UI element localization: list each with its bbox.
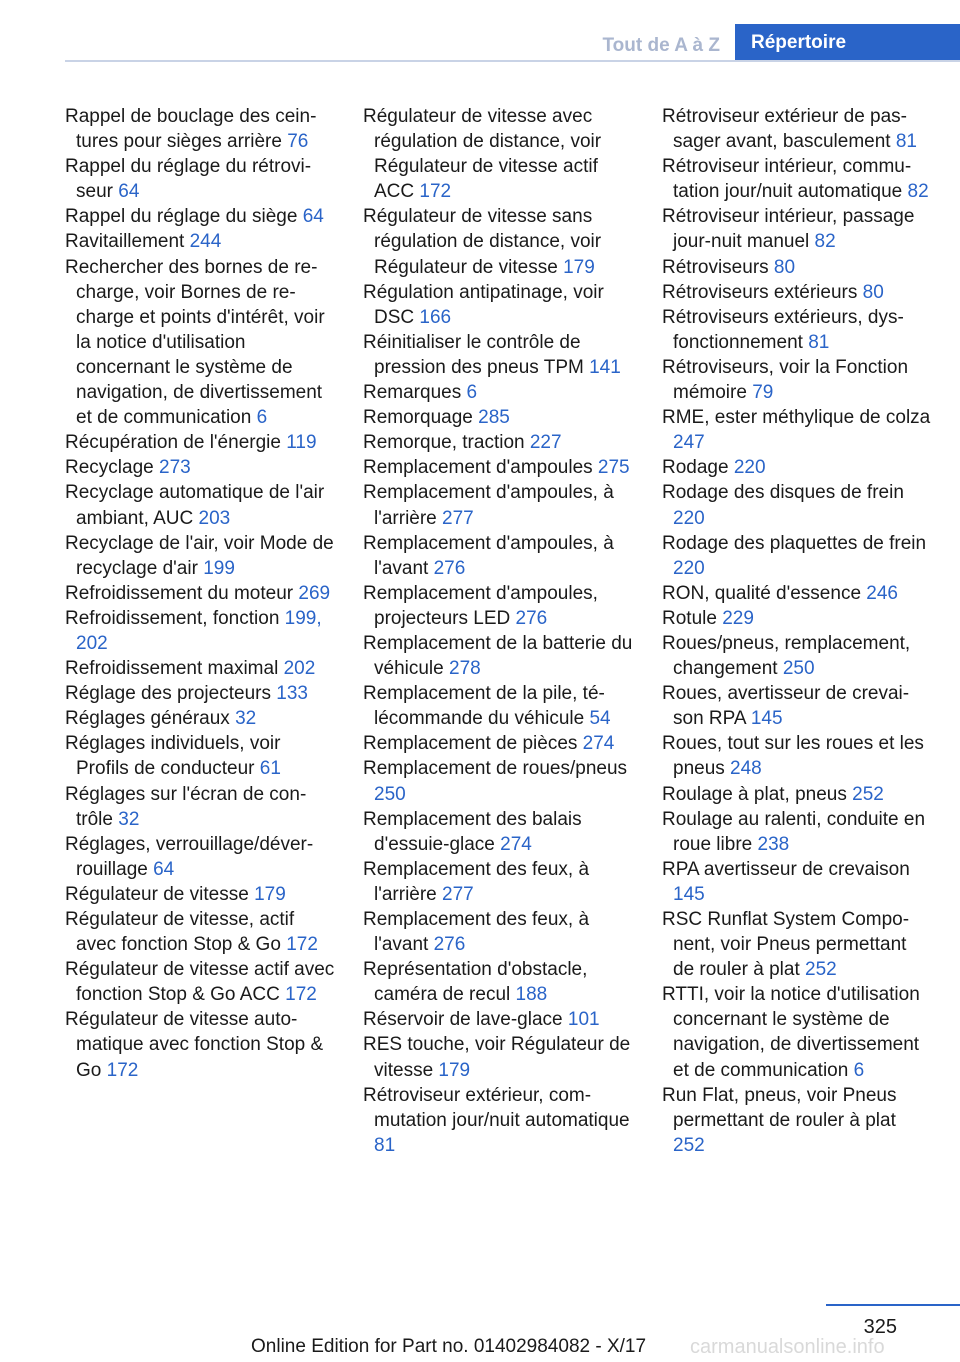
index-term: Rotule	[662, 607, 723, 629]
index-term: Remplacement de la pile, télécommande du véhicule	[363, 683, 605, 730]
index-term: Rappel du réglage du siège	[65, 206, 303, 228]
index-term: Réglages sur l'écran de contrôle	[65, 783, 307, 830]
page-reference-link[interactable]: 220	[673, 507, 705, 529]
page-reference-link[interactable]: 244	[189, 231, 222, 253]
page-reference-link[interactable]: 276	[433, 934, 466, 956]
page-reference-link[interactable]: 32	[118, 808, 140, 830]
index-term: Régulation antipatinage, voir DSC	[363, 281, 604, 328]
index-term: Rétroviseur intérieur, commutation jour/nuit automatique	[662, 156, 912, 203]
index-entry	[363, 581, 633, 631]
index-term: RTTI, voir la notice d'utilisation concernant le système de navigation, de divertissement et de communication	[662, 984, 920, 1081]
index-term: RPA avertisseur de crevaison	[662, 858, 910, 880]
page-reference-link[interactable]: 275	[597, 457, 630, 479]
index-term: RME, ester méthylique de colza	[662, 407, 931, 429]
edition-note: Online Edition for Part no. 01402984082 - X/17	[251, 1336, 647, 1357]
index-term: Roues/pneus, remplacement, changement	[662, 632, 911, 680]
page-reference-link[interactable]: 277	[442, 883, 474, 905]
index-entry	[363, 330, 633, 380]
index-term: Remplacement des feux, à l'avant	[363, 909, 590, 956]
index-term: Régulateur de vitesse	[65, 883, 255, 905]
index-term: Récupération de l'énergie	[65, 432, 287, 454]
index-term: Remorquage	[363, 407, 479, 429]
index-entry	[363, 756, 633, 806]
index-term: Remplacement d'ampoules, à l'avant	[363, 532, 614, 579]
index-term: Remorque, traction	[363, 432, 530, 454]
page-reference-link[interactable]: 274	[500, 833, 532, 855]
page-reference-link[interactable]: 54	[589, 708, 611, 730]
index-term: Régulateur de vitesse avec régulation de distance, voir Régulateur de vitesse actif ACC	[363, 106, 602, 203]
page-reference-link[interactable]: 179	[563, 256, 595, 278]
index-entry	[662, 280, 932, 305]
index-entry	[65, 731, 335, 781]
index-term: Roues, avertisseur de crevaison RPA	[662, 683, 910, 730]
index-term: Rodage	[662, 457, 734, 479]
index-entry	[363, 204, 633, 279]
index-term: Rétroviseur extérieur de passager avant, basculement	[662, 106, 907, 153]
index-entry	[363, 455, 633, 480]
page-reference-link[interactable]: 276	[515, 607, 548, 629]
index-entry	[65, 430, 335, 455]
page-reference-link[interactable]: 250	[374, 783, 406, 805]
page-reference-link[interactable]: 32	[235, 708, 257, 730]
index-entry	[65, 957, 335, 1007]
index-entry	[65, 229, 335, 254]
page-reference-link[interactable]: 79	[752, 382, 774, 404]
index-term: Remplacement des feux, à l'arrière	[363, 858, 590, 905]
index-entry	[662, 204, 932, 254]
index-entry	[65, 204, 335, 229]
index-entry	[662, 154, 932, 204]
index-entry	[662, 531, 932, 581]
index-entry	[65, 531, 335, 581]
page-reference-link[interactable]: 203	[198, 507, 231, 529]
index-entry	[363, 104, 633, 204]
page-reference-link[interactable]: 101	[567, 1009, 600, 1031]
index-entry	[662, 1083, 932, 1158]
index-term: Réinitialiser le contrôle de pression des pneus TPM	[363, 331, 590, 378]
page-reference-link[interactable]: 119	[286, 432, 317, 454]
index-column-3	[662, 104, 932, 1158]
page-reference-link[interactable]: 133	[276, 683, 308, 705]
index-entry	[662, 355, 932, 405]
index-term: Rétroviseurs, voir la Fonction mémoire	[662, 356, 909, 404]
index-entry	[65, 581, 335, 606]
page-reference-link[interactable]: 252	[805, 959, 837, 981]
index-entry	[662, 606, 932, 631]
page-reference-link[interactable]: 6	[256, 407, 268, 429]
index-entry	[662, 480, 932, 530]
index-entry	[662, 104, 932, 154]
index-term: Rétroviseur extérieur, commutation jour/nuit automatique	[363, 1084, 630, 1131]
index-term: Rechercher des bornes de recharge, voir Bornes de recharge et points d'intérêt, voir la notice d'utilisation concernant le système de navigation, de divertissement et de communication	[65, 256, 325, 429]
index-entry	[662, 631, 932, 681]
index-term: Recyclage	[65, 457, 159, 479]
index-term: Refroidissement maximal	[65, 658, 284, 680]
footer-divider	[826, 1304, 960, 1306]
index-entry	[662, 982, 932, 1082]
index-entry	[363, 681, 633, 731]
index-entry	[363, 480, 633, 530]
page-reference-link[interactable]: 81	[808, 331, 830, 353]
index-term: Run Flat, pneus, voir Pneus permettant de rouler à plat	[662, 1084, 897, 1131]
index-term: Ravitaillement	[65, 231, 190, 253]
index-entry	[65, 782, 335, 832]
index-entry	[363, 405, 633, 430]
page-reference-link[interactable]: 252	[673, 1134, 705, 1156]
page-reference-link[interactable]: 166	[419, 306, 452, 328]
tab-tout-de-a-a-z[interactable]: Tout de A à Z	[602, 35, 720, 56]
index-term: Rodage des plaquettes de frein	[662, 532, 927, 554]
index-term: Réglages, verrouillage/déverrouillage	[65, 833, 314, 880]
index-term: Rétroviseurs	[662, 256, 774, 278]
page-reference-link[interactable]: 248	[730, 758, 762, 780]
index-term: Roulage à plat, pneus	[662, 783, 853, 805]
index-entry	[662, 255, 932, 280]
index-term: Réglages individuels, voir Profils de conducteur	[65, 733, 281, 780]
index-entry	[363, 907, 633, 957]
index-term: Rodage des disques de frein	[662, 482, 904, 504]
page-reference-link[interactable]: 64	[302, 206, 324, 228]
page-reference-link[interactable]: 179	[254, 883, 286, 905]
index-term: RES touche, voir Régulateur de vitesse	[363, 1034, 631, 1081]
page-reference-link[interactable]: 274	[582, 733, 615, 755]
page-reference-link[interactable]: 80	[862, 281, 884, 303]
page-reference-link[interactable]: 172	[419, 181, 452, 203]
page-reference-link[interactable]: 6	[466, 382, 478, 404]
index-term: Régulateur de vitesse, actif avec fonction Stop & Go	[65, 909, 295, 956]
page-reference-link[interactable]: 64	[153, 858, 175, 880]
index-entry	[363, 380, 633, 405]
header-divider	[65, 60, 960, 62]
index-entry	[662, 857, 932, 907]
index-entry	[363, 531, 633, 581]
tab-repertoire[interactable]: Répertoire	[735, 24, 960, 62]
page-reference-link[interactable]: 172	[106, 1059, 139, 1081]
page-reference-link[interactable]: 227	[529, 432, 562, 454]
page-reference-link[interactable]: 172	[285, 984, 317, 1006]
index-term: Rétroviseurs extérieurs, dysfonctionnement	[662, 306, 904, 353]
page-reference-link[interactable]: 277	[442, 507, 474, 529]
index-entry	[662, 807, 932, 857]
index-entry	[65, 882, 335, 907]
index-term: Refroidissement du moteur	[65, 582, 299, 604]
index-term: Régulateur de vitesse actif avec fonction Stop & Go ACC	[65, 959, 335, 1006]
index-entry	[662, 782, 932, 807]
index-term: Recyclage automatique de l'air ambiant, AUC	[65, 482, 325, 529]
page-reference-link[interactable]: 81	[895, 131, 917, 153]
index-term: RSC Runflat System Component, voir Pneus permettant de rouler à plat	[662, 909, 910, 981]
page-reference-link[interactable]: 179	[438, 1059, 471, 1081]
index-entry	[363, 1032, 633, 1082]
page-reference-link[interactable]: 220	[673, 557, 705, 579]
page-reference-link[interactable]: 247	[673, 432, 705, 454]
index-entry	[65, 480, 335, 530]
index-term: Réservoir de lave-glace	[363, 1009, 568, 1031]
index-entry	[662, 681, 932, 731]
index-entry	[363, 1007, 633, 1032]
page-reference-link[interactable]: 250	[782, 658, 815, 680]
page-reference-link[interactable]: 246	[866, 582, 898, 604]
index-entry	[65, 154, 335, 204]
page-reference-link[interactable]: 82	[907, 181, 929, 203]
index-term: Représentation d'obstacle, caméra de recul	[363, 959, 588, 1006]
page-reference-link[interactable]: 145	[673, 883, 705, 905]
index-term: Roulage au ralenti, conduite en roue libre	[662, 808, 926, 855]
index-term: Remplacement d'ampoules	[363, 457, 598, 479]
page-reference-link[interactable]: 199, 202	[76, 607, 322, 654]
page-reference-link[interactable]: 64	[118, 181, 140, 203]
index-entry	[363, 807, 633, 857]
index-entry	[363, 430, 633, 455]
index-entry	[65, 104, 335, 154]
page-reference-link[interactable]: 145	[750, 708, 783, 730]
index-entry	[65, 706, 335, 731]
index-entry	[363, 280, 633, 330]
index-term: Remplacement des balais d'essuie-glace	[363, 808, 582, 855]
index-entry	[65, 832, 335, 882]
index-term: Rétroviseurs extérieurs	[662, 281, 863, 303]
page-reference-link[interactable]: 141	[589, 356, 621, 378]
page-reference-link[interactable]: 61	[259, 758, 281, 780]
page-reference-link[interactable]: 202	[283, 658, 316, 680]
index-term: Régulateur de vitesse sans régulation de distance, voir Régulateur de vitesse	[363, 206, 602, 278]
watermark: carmanualsonline.info	[690, 1336, 885, 1358]
index-entry	[363, 731, 633, 756]
index-entry	[65, 606, 335, 656]
page-reference-link[interactable]: 229	[722, 607, 754, 629]
index-entry	[363, 1083, 633, 1158]
page-reference-link[interactable]: 172	[286, 934, 318, 956]
index-term: Rétroviseur intérieur, passage jour-nuit manuel	[662, 206, 915, 253]
index-term: RON, qualité d'essence	[662, 582, 867, 604]
page-reference-link[interactable]: 76	[287, 131, 309, 153]
index-column-2	[363, 104, 633, 1158]
page-number: 325	[863, 1316, 897, 1338]
index-term: Remplacement de roues/pneus	[363, 758, 628, 780]
page-reference-link[interactable]: 80	[773, 256, 796, 278]
index-term: Remarques	[363, 382, 467, 404]
index-entry	[65, 656, 335, 681]
index-entry	[65, 1007, 335, 1082]
index-column-1	[65, 104, 335, 1083]
page-reference-link[interactable]: 188	[515, 984, 548, 1006]
index-term: Roues, tout sur les roues et les pneus	[662, 733, 924, 780]
index-entry	[65, 907, 335, 957]
index-entry	[662, 907, 932, 982]
page-reference-link[interactable]: 6	[853, 1059, 865, 1081]
index-entry	[662, 731, 932, 781]
index-term: Remplacement d'ampoules, à l'arrière	[363, 482, 614, 529]
index-term: Remplacement de pièces	[363, 733, 583, 755]
index-entry	[65, 255, 335, 431]
page-reference-link[interactable]: 82	[814, 231, 836, 253]
index-entry	[363, 857, 633, 907]
index-entry	[65, 681, 335, 706]
page-reference-link[interactable]: 252	[852, 783, 884, 805]
page-reference-link[interactable]: 278	[449, 658, 481, 680]
index-term: Refroidissement, fonction	[65, 607, 285, 629]
index-entry	[363, 957, 633, 1007]
index-term: Réglage des projecteurs	[65, 683, 277, 705]
page-reference-link[interactable]: 285	[478, 407, 510, 429]
page-reference-link[interactable]: 199	[203, 557, 235, 579]
index-term: Remplacement d'ampoules, projecteurs LED	[363, 582, 598, 629]
index-entry	[662, 305, 932, 355]
index-entry	[65, 455, 335, 480]
index-entry	[662, 455, 932, 480]
index-term: Remplacement de la batterie du véhicule	[363, 632, 633, 680]
index-term: Recyclage de l'air, voir Mode de recyclage d'air	[65, 532, 334, 579]
page-reference-link[interactable]: 220	[733, 457, 766, 479]
index-entry	[662, 405, 932, 455]
index-term: Réglages généraux	[65, 708, 236, 730]
index-entry	[662, 581, 932, 606]
index-term: Régulateur de vitesse automatique avec fonction Stop & Go	[65, 1009, 324, 1081]
page-reference-link[interactable]: 276	[433, 557, 466, 579]
page-reference-link[interactable]: 273	[159, 457, 191, 479]
page-reference-link[interactable]: 269	[298, 582, 331, 604]
index-entry	[363, 631, 633, 681]
page-reference-link[interactable]: 81	[374, 1134, 396, 1156]
page-header	[65, 24, 960, 62]
index-term: Rappel de bouclage des ceintures pour sièges arrière	[65, 106, 317, 153]
page-reference-link[interactable]: 238	[757, 833, 790, 855]
index-term: Rappel du réglage du rétroviseur	[65, 156, 312, 203]
